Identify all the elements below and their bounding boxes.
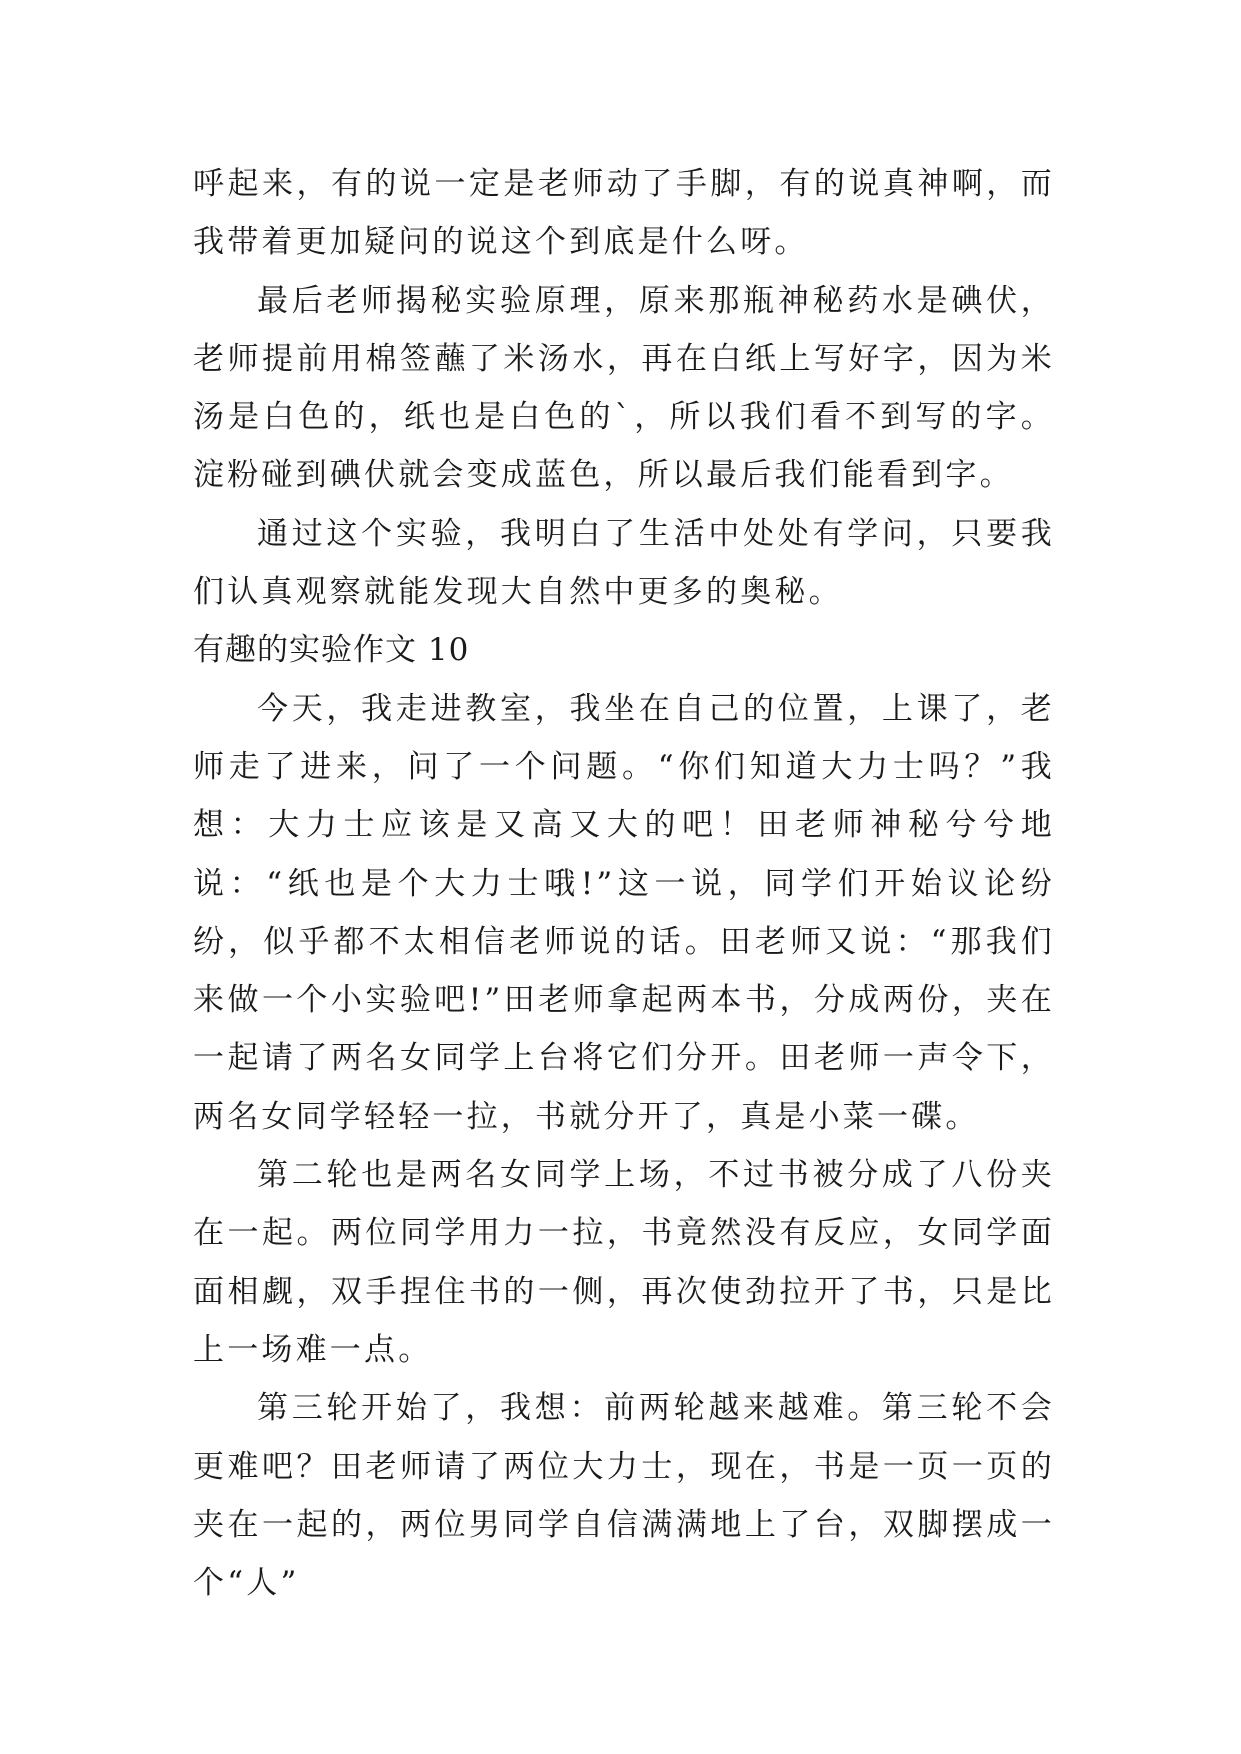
paragraph-3: 通过这个实验，我明白了生活中处处有学问，只要我们认真观察就能发现大自然中更多的奥秘。 [193, 515, 1055, 611]
paragraph-5: 第二轮也是两名女同学上场，不过书被分成了八份夹在一起。两位同学用力一拉，书竟然没有反应，女同学面面相觑，双手捏住书的一侧，再次使劲拉开了书，只是比上一场难一点。 [193, 1157, 1055, 1368]
paragraph-6: 第三轮开始了，我想：前两轮越来越难。第三轮不会更难吧？田老师请了两位大力士，现在，书是一页一页的夹在一起的，两位男同学自信满满地上了台，双脚摆成一个“人” [193, 1390, 1055, 1602]
document-body [193, 155, 1055, 1612]
paragraph-4: 今天，我走进教室，我坐在自己的位置，上课了，老师走了进来，问了一个问题。“你们知道大力士吗？”我想：大力士应该是又高又大的吧！田老师神秘兮兮地说：“纸也是个大力士哦!”这一说，同学们开始议论纷纷，似乎都不太相信老师说的话。田老师又说：“那我们来做一个小实验吧!”田老师拿起两本书，分成两份，夹在一起请了两名女同学上台将它们分开。田老师一声令下，两名女同学轻轻一拉，书就分开了，真是小菜一碟。 [193, 690, 1055, 1135]
section-heading: 有趣的实验作文 10 [193, 632, 470, 669]
paragraph-2: 最后老师揭秘实验原理，原来那瓶神秘药水是碘伏，老师提前用棉签蘸了米汤水，再在白纸上写好字，因为米汤是白色的，纸也是白色的`，所以我们看不到写的字。淀粉碰到碘伏就会变成蓝色，所以最后我们能看到字。 [193, 282, 1055, 494]
paragraph-1: 呼起来，有的说一定是老师动了手脚，有的说真神啊，而我带着更加疑问的说这个到底是什么呀。 [193, 166, 1055, 261]
